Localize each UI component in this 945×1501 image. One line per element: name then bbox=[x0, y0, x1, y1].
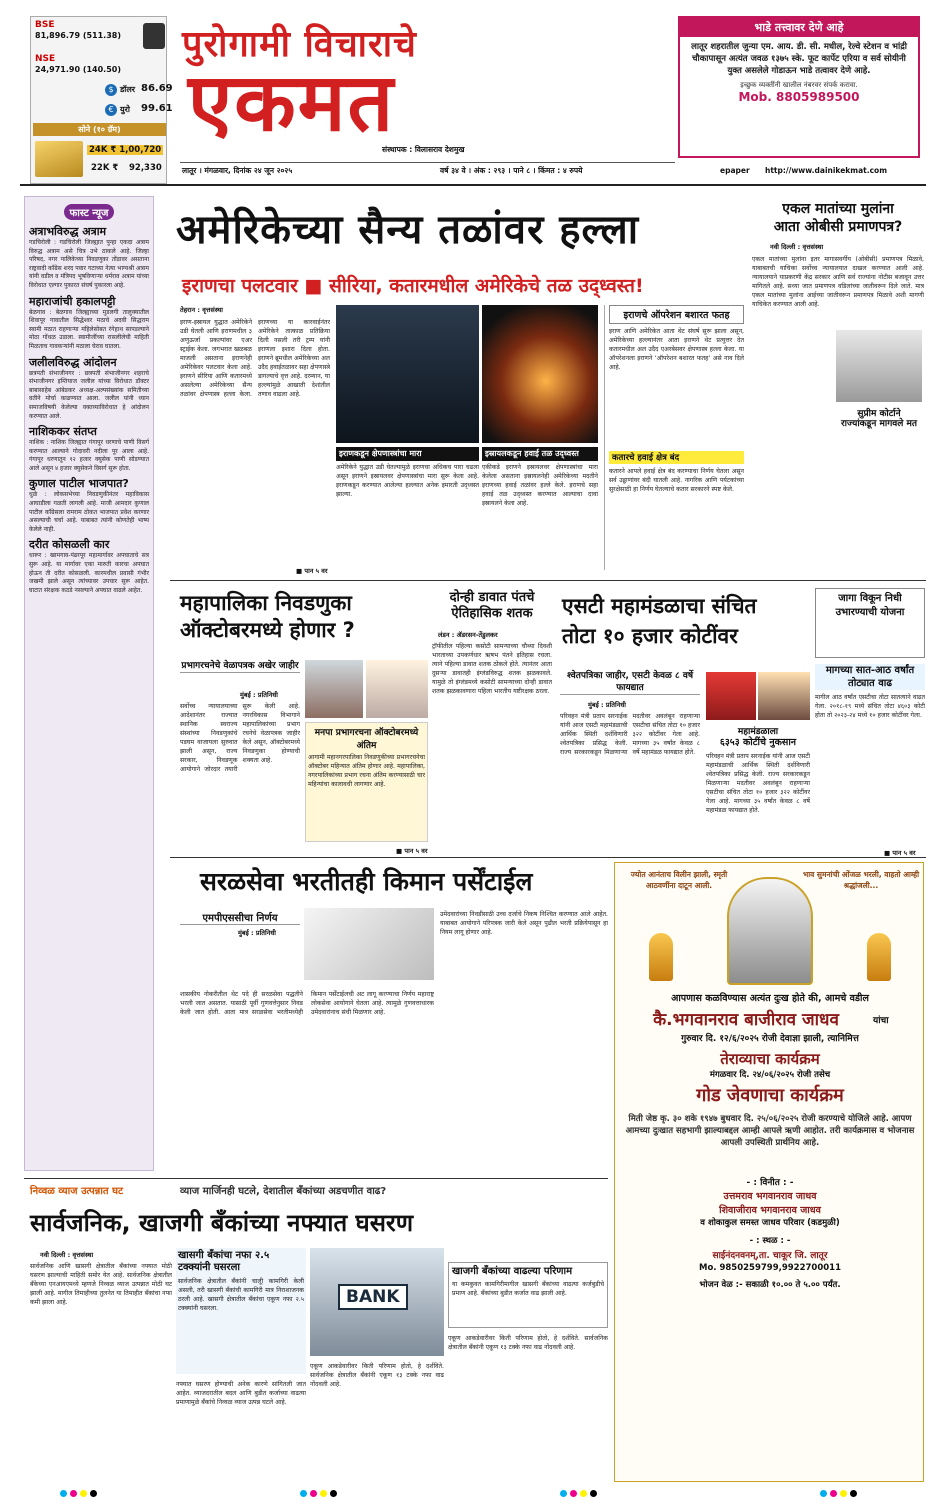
lamp-icon bbox=[649, 933, 673, 981]
lead-continued: ■ पान ५ वर bbox=[296, 567, 328, 575]
st-box-title: मागच्या सात-आठ वर्षांत तोट्यात वाढ bbox=[815, 664, 925, 690]
fast-news-item: जलीलविरुद्ध आंदोलन छत्रपती संभाजीनगर : छत्रपती संभाजीनगर शहराचे संभाजीनगर इम्तियाज जलील यांच्या विरोधात डॉक्टर बाबासाहेब आंबेडकर अध्यक्ष-अल्पसंख्यांक समितीच्या वतीने मोर्चा काढण्यात आला. जलील यांनी ध्यान समाजविषयी केलेल्या वक्तव्याविरोधात हे आंदोलन करण्यात आले. bbox=[29, 355, 149, 420]
caption-2-title: इस्रायलकडून हवाई तळ उद्ध्वस्त bbox=[482, 447, 598, 461]
iran-operation-box bbox=[604, 305, 744, 570]
rent-ad-body: लातूर शहरातील जुन्या एम. आय. डी. सी. मधील, रेल्वे स्टेशन व भांद्री चौकापासून अत्यंत जवळ १३७५ स्के. फूट कार्पेट एरिया व सर्व सोयीनी युक्त असलेले गोडाऊन भाडे तत्वावर देणे आहे. bbox=[691, 42, 907, 76]
caption-2-text: एकीकडे इराणने इस्रायलवर क्षेपणास्त्रांचा मारा केलेला असताना इस्रायलनेही अमेरिकेच्या मदतीने इराणच्या हवाई तळांवर हल्ले केले. इराणचे सहा हवाई तळ उद्ध्वस्त करण्यात आल्याचा दावा इस्रायलने केला आहे. bbox=[482, 464, 598, 507]
memorial-name-1: उत्तमराव भगवानराव जाधव bbox=[723, 1191, 817, 1202]
banks-strip: निव्वळ व्याज उत्पन्नात घट bbox=[30, 1186, 124, 1197]
cricket-text: ट्रॉफीतील पहिल्या कसोटी सामन्याच्या चौथ्या दिवशी भारताच्या उपकर्णधार ऋषभ पंतने इतिहास रचला. त्याने पहिल्या डावात शतक ठोकले होते. त्यानंतर आता दुसऱ्या डावातही इंग्लंडविरुद्ध शतक झळकावले. यामुळे तो इंग्लंडमध्ये कसोटी सामन्याच्या दोन्ही डावात शतक झळकावणारा पहिला भारतीय यष्टीरक्षक ठरला. bbox=[432, 643, 552, 695]
banks-dateline: नवी दिल्ली : वृत्तसंस्था bbox=[40, 1251, 94, 1259]
lead-body: इराण-इस्रायल युद्धात अमेरिकेने उडी घेतली आणि इराणमधील ३ अणुऊर्जा प्रकल्पांवर एअर स्ट्राईक केला. जगभरात खळबळ माजली असताना इराणनेही अमेरिकेवर पलटवार केला आहे. इराणने सीरिया आणि कतारमध्ये असलेल्या अमेरिकेच्या सैन्य तळांवर क्षेपणास्त्र हल्ला केला. इराणच्या या कारवाईनंतर अमेरिकेने तात्काळ प्रतिक्रिया दिली नसली तरी ट्रम्प यांनी इराणला इशारा दिला होता. इराणने ब्रूमधील अमेरिकेच्या अल उदैद हवाईतळावर सहा क्षेपणास्त्रे डागल्याचे वृत्त आहे. दरम्यान, या हल्ल्यांमुळे आखाती देशांतील तणाव वाढला आहे. bbox=[180, 319, 330, 398]
dateline-top: लातूर । मंगळवार, दिनांक २४ जून २०२५ bbox=[182, 166, 293, 175]
rent-ad-title: भाडे तत्त्वावर देणे आहे bbox=[680, 18, 918, 37]
registration-marks bbox=[60, 1490, 97, 1497]
municipal-box bbox=[305, 722, 428, 842]
sarlseva-dateline: मुंबई : प्रतिनिधी bbox=[238, 929, 276, 937]
banks-box-text: सार्वजनिक क्षेत्रातील बँकांनी चालूी कामगिरी केली असली, तरी खासगी बँकांची कामगिरी मात्र निराशाजनक ठरली आहे. खासगी क्षेत्रातील बँकांचा एकूण नफा २.५ टक्क्यांनी घसरला. bbox=[178, 1278, 304, 1312]
bull-icon bbox=[143, 23, 165, 49]
municipal-text: सर्वोच्च न्यायालयाच्या आदेशानंतर राज्यात स्थानिक स्वराज्य संस्थांच्या निवडणुकांचे पडघम वाजायला सुरुवात झाली असून, राज्य सरकार, निवडणूक आयोगाने जोरदार तयारी सुरू केली आहे. नगरविकास विभागाने महापालिकांच्या प्रभाग रचनेचे वेळापत्रक जाहीर केले असून, ऑक्टोबरमध्ये निवडणुका होण्याची शक्यता आहे. bbox=[180, 703, 300, 773]
fast-news-sidebar bbox=[24, 196, 154, 1171]
rent-ad bbox=[678, 16, 920, 158]
masthead-tagline: पुरोगामी विचाराचे bbox=[182, 24, 417, 65]
iran-op-text: इराण आणि अमेरिकेत आता थेट संघर्ष सुरू झाला असून, अमेरिकेच्या हल्ल्यानंतर आता इराणने थेट प्रत्युत्तर देत कतारमधील अल उदैद एअरबेसवर क्षेपणास्त्र हल्ला केला. या ऑपरेशनला इराणने ‘ऑपरेशन बशारत फतह’ असे नाव दिले आहे. bbox=[609, 328, 744, 371]
obc-dateline: नवी दिल्ली : वृत्तसंस्था bbox=[770, 243, 824, 251]
fast-news-item: दरीत कोसळली कार धारूर : खामगाव-पंढरपूर महामार्गावर अपघाताचे सत्र सुरू आहे. या मार्गावर एका मारुती कारचा अपघात होऊन ती दरीत कोसळली. कारमधील प्रवासी गंभीर जखमी झाले असून त्यांच्यावर उपचार सुरू आहेत. घाटात संरक्षक कठडे नसल्याने अपघात वाढले आहेत. bbox=[29, 538, 149, 594]
memorial-verse-1: ज्योत आनंताच विलीन झाली, स्मृती आठवणींना दाटून आली. bbox=[630, 870, 728, 890]
sarlseva-headline: सरळसेवा भरतीतही किमान पर्सेंटाईल bbox=[200, 867, 533, 896]
registration-marks bbox=[820, 1490, 857, 1497]
memorial-name: कै.भगवानराव बाजीराव जाधव bbox=[653, 1010, 839, 1030]
obc-caption-1: सुप्रीम कोर्टाने bbox=[857, 409, 901, 419]
gold-24k: 24K ₹ 1,00,720 bbox=[89, 145, 162, 155]
memorial-ad bbox=[614, 862, 924, 1482]
cricket-dateline: लंडन : ॲडरसन-तेंडुलकर bbox=[438, 631, 498, 639]
fast-news-item: कुणाल पाटील भाजपात? धुळे : लोकसभेच्या निवडणुकीनंतर महाविकास आघाडीला गळती लागली आहे. माजी आमदार कुणाल पाटील काँग्रेसला रामराम ठोकत भाजपात प्रवेश करणार असल्याची चर्चा आहे. याबाबत त्यांनी कोणतेही भाष्य केलेले नाही. bbox=[29, 477, 149, 533]
caption-1-title: इराणकडून क्षेपणास्त्रांचा मारा bbox=[336, 447, 479, 461]
memorial-feast: गोड जेवणाचा कार्यक्रम bbox=[696, 1085, 844, 1106]
memorial-yanna: यांचा bbox=[873, 1016, 889, 1026]
memorial-name-2: शिवाजीराव भगवानराव जाधव bbox=[719, 1205, 821, 1216]
banks-box-2 bbox=[448, 1262, 608, 1328]
st-headline-2: तोटा १० हजार कोटींवर bbox=[562, 624, 738, 648]
memorial-date: गुरुवार दि. १२/६/२०२५ रोजी देवाज्ञा झाली, त्यानिमित्त bbox=[681, 1034, 859, 1044]
gold-label: सोने (१० ग्रॅम) bbox=[33, 123, 166, 136]
obc-text: एकल मातांच्या मुलांना इतर मागासवर्गीय (ओबीसी) प्रमाणपत्र मिळावे, याबाबतची याचिका सर्वोच्च न्यायालयात दाखल करण्यात आली आहे. न्यायालयाने याप्रकरणी केंद्र सरकार आणि सर्व राज्यांना नोटीस बजावून उत्तर मागितले आहे. सध्या जात प्रमाणपत्र वडिलांच्या जातीवरून दिले जाते. मात्र एकल मातांच्या मुलांना आईच्या जातीवरून प्रमाणपत्र मिळावे अशी मागणी याचिकेत करण्यात आली आहे. bbox=[752, 256, 924, 308]
dollar-value: 86.69 bbox=[141, 83, 173, 94]
fast-news-item: महाराजांची हकालपट्टी बेळगाव : बेळगाव जिल्ह्याच्या मुडलगी तालुक्यातील शिवापूर गावातील सिद्धेश्वर मठाचे अदवी सिद्धराम स्वामी मठात राहणाऱ्या महिलेसोबत रंगेहाथ सापडल्याने मोठा गोंधळ उडाला. स्वामीजींच्या रासलीलेची माहिती मिळताच गावकऱ्यांनी मठाला घेराव घातला. bbox=[29, 294, 149, 350]
issue-info: वर्ष ३४ वे । अंक : २९३ । पाने ८ । किंमत : ४ रुपये bbox=[440, 166, 583, 175]
lead-subhead: इराणचा पलटवार ■ सीरिया, कतारमधील अमेरिकेचे तळ उद्ध्वस्त! bbox=[182, 275, 644, 297]
epaper-label: epaper bbox=[720, 166, 750, 175]
municipal-continued: ■ पान ५ वर bbox=[396, 847, 428, 855]
memorial-details: मिती जेष्ठ कृ. ३० शके १९४७ बुधवार दि. २५/०६/२०२५ रोजी करण्याचे योजिले आहे. आपण आमच्या दुःखात सहभागी झाल्याबद्दल आम्ही आपले ऋणी आहोत. तरी कार्यक्रमास व भोजनास आपली उपस्थिती प्रार्थनिय आहे. bbox=[625, 1114, 915, 1148]
memorial-place: साईनंदनवनम्,ता. चाकूर जि. लातूर bbox=[712, 1251, 828, 1261]
gold-22k-value: 92,330 bbox=[129, 163, 162, 173]
memorial-time: भोजन वेळ :- सकाळी १०.०० ते ५.०० पर्यंत. bbox=[699, 1280, 841, 1290]
registration-marks bbox=[560, 1490, 597, 1497]
explosion-photo bbox=[482, 305, 598, 443]
st-box-text: मागील आठ वर्षांत एसटीचा तोटा सातत्याने वाढत गेला. २०१८-१९ मध्ये संचित तोटा ४६०३ कोटी होता तो २०२३-२४ मध्ये १० हजार कोटींवर गेला. bbox=[815, 694, 925, 719]
lamp-icon bbox=[867, 933, 891, 981]
sarlseva-text: शासकीय नोकरीतील थेट पदे ही सरळसेवा पद्धतीने भरली जात असतात. यासाठी पूर्वी गुणवत्तेनुसार निवड केली जात होती. आता मात्र सरळसेवा भरतीमध्येही किमान पर्सेंटाईलची अट लागू करण्याचा निर्णय महाराष्ट्र लोकसेवा आयोगाने घेतला आहे. त्यामुळे गुणवत्ताधारक उमेदवारांनाच संधी मिळणार आहे. bbox=[180, 991, 434, 1016]
st-scheme-box: जागा विकून निधी उभारण्याची योजना bbox=[815, 588, 925, 658]
missile-photo bbox=[336, 305, 479, 443]
banks-text-4: एकूण आकडेवारीवर किती परिणाम होतो, हे दर्शविते. सार्वजनिक क्षेत्रातील बँकांनी एकूण १३ टक्के नफा वाढ नोंदवली आहे. bbox=[448, 1335, 608, 1351]
site-url[interactable]: http://www.dainikekmat.com bbox=[765, 166, 888, 175]
memorial-verse-2: भाव सुमनांची ओंजळ भरली, वाहतो आम्ही श्रद्धांजली... bbox=[802, 870, 920, 890]
bank-sign: BANK bbox=[338, 1284, 408, 1310]
sarlseva-side-headline: एमपीएससीचा निर्णय bbox=[180, 910, 300, 925]
municipal-headline: महापालिका निवडणुका ऑक्टोबरमध्ये होणार ? bbox=[180, 591, 355, 642]
obc-caption-2: राज्यांकडून मागवले मत bbox=[840, 419, 918, 429]
bank-building-photo bbox=[310, 1248, 444, 1356]
bse-label: BSE bbox=[35, 20, 55, 30]
memorial-portrait bbox=[727, 877, 813, 985]
gold-bars-icon bbox=[35, 141, 83, 177]
memorial-place-title: - : स्थळ : - bbox=[749, 1236, 791, 1246]
banks-box bbox=[176, 1248, 306, 1374]
supreme-court-photo bbox=[836, 330, 922, 402]
obc-headline-1: एकल मातांच्या मुलांना bbox=[782, 201, 894, 217]
municipal-building-photo bbox=[305, 660, 363, 718]
banks-text-3: एकूण आकडेवारीवर किती परिणाम होतो, हे दर्शविते. सार्वजनिक क्षेत्रातील बँकांनी एकूण १३ टक्के नफा वाढ नोंदवली आहे. bbox=[310, 1363, 444, 1388]
st-text: परिवहन मंत्री प्रताप सरनाईक यांनी आज एसटी महामंडळाची आर्थिक स्थिती दर्शविणारी श्वेतपत्रिका प्रसिद्ध केली. राज्य सरकारकडून मिळणाऱ्या मदतीवर अवलंबून राहणाऱ्या एसटीचा संचित तोटा १० हजार ३२२ कोटींवर गेला आहे. मागच्या ३५ वर्षांत केवळ ८ वर्षे महामंडळ फायद्यात होते. bbox=[560, 713, 700, 756]
fast-news-item: अत्राभविरुद्ध अत्राम गडचिरोली : गडचिरोली जिल्ह्यात पुन्हा एकदा अत्राम विरुद्ध अत्राम असे चित्र उभे ठाकले आहे. जिल्हा परिषद, नगर पालिकेच्या निवडणुका तोंडावर असताना राष्ट्रवादी काँग्रेस शरद पवार गटाच्या नेत्या भाग्यश्री अत्राम यांनी वडील व मंत्रिपद भूषविणाऱ्या धर्मराव अत्राम यांच्या विरोधात एल्गार पुकारत संघर्ष पुकारला आहे. bbox=[29, 225, 149, 289]
municipal-box-text: आगामी महानगरपालिका निवडणुकीच्या प्रभागरचनेचा ऑक्टोबर महिन्यात अंतिम होणार आहे. महापालिका, नगरपालिकांच्या प्रभाग रचना अंतिम करण्यासाठी चार महिन्यांचा कालावधी लागणार आहे. bbox=[308, 754, 425, 788]
euro-icon: € bbox=[105, 104, 117, 116]
st-side-headline: श्वेतपत्रिका जाहीर, एसटी केवळ ८ वर्षे फायद्यात bbox=[560, 670, 700, 695]
exam-writing-photo bbox=[304, 908, 434, 980]
market-box bbox=[30, 16, 173, 184]
obc-headline-2: आता ओबीसी प्रमाणपत्र? bbox=[773, 219, 903, 235]
nse-label: NSE bbox=[35, 54, 56, 64]
rent-ad-contact: इच्छुक व्यक्तींनी खालील नंबरवर संपर्क करावा. bbox=[740, 81, 858, 89]
cricket-headline: दोन्ही डावात पंतचे ऐतिहासिक शतक bbox=[449, 590, 535, 621]
qatar-airspace-title: कतारचे हवाई क्षेत्र बंद bbox=[609, 451, 744, 464]
st-text-2: परिवहन मंत्री प्रताप सरनाईक यांनी आज एसटी महामंडळाची आर्थिक स्थिती दर्शविणारी श्वेतपत्रिका प्रसिद्ध केली. राज्य सरकारकडून मिळणाऱ्या मदतीवर अवलंबून राहणाऱ्या एसटीचा संचित तोटा १० हजार ३२२ कोटींवर गेला आहे. मागच्या ३५ वर्षांत केवळ ८ वर्षे महामंडळ फायद्यात होते. bbox=[706, 753, 810, 814]
banks-strip-2: व्याज मार्जिनही घटले, देशातील बँकांच्या अडचणीत वाढ? bbox=[180, 1186, 387, 1197]
founder: संस्थापक : विलासराव देशमुख bbox=[382, 145, 465, 154]
st-box bbox=[815, 664, 925, 852]
sarlseva-text-2: उमेदवारांच्या निवडीसाठी उच्च दर्जाचे निकष निश्चित करण्यात आले आहेत. याबाबत आयोगाने परिपत्रक जारी केले असून पुढील भरती प्रक्रियेपासून हा नियम लागू होणार आहे. bbox=[440, 911, 608, 936]
banks-box-title: खासगी बँकांचा नफा २.५ टक्क्यांनी घसरला bbox=[178, 1250, 270, 1273]
memorial-event-date: मंगळवार दि. २४/०६/२०२५ रोजी तसेच bbox=[709, 1070, 831, 1080]
st-dateline: मुंबई : प्रतिनिधी bbox=[588, 701, 626, 709]
rent-ad-mobile: Mob. 8805989500 bbox=[738, 90, 860, 104]
st-bus-photo bbox=[706, 672, 756, 720]
municipal-dateline: मुंबई : प्रतिनिधी bbox=[240, 691, 278, 699]
banks-text: सार्वजनिक आणि खासगी क्षेत्रातील बँकांच्या नफ्यात मोठी घसरण झाल्याची माहिती समोर येत आहे. सार्वजनिक क्षेत्रातील बँकेच्या एनआयएमध्ये म्हणजे निव्वळ व्याज उत्पन्नात मोठी घट झाली आहे. मागील तिमाहीच्या तुलनेत या तिमाहीत बँकांचा नफा कमी झाला आहे. bbox=[30, 1263, 172, 1306]
fast-news-item: नाशिककर संतप्त नाशिक : नाशिक जिल्ह्यात गंगापूर धरणाचे पाणी विसर्ग करण्यात आल्याने गोदावरी नदीला पूर आला आहे. गंगापूर धरणातून १२ हजार क्युसेक पाणी सोडण्यात आले असून ४ हजार क्युसेकने विसर्ग सुरू होता. bbox=[29, 425, 149, 472]
qatar-airspace-text: कतारने आपले हवाई क्षेत्र बंद करण्याचा निर्णय घेतला असून सर्व उड्डाणांवर बंदी घातली आहे. नागरिक आणि पर्यटकांच्या सुरक्षेसाठी हा निर्णय घेतल्याचे कतार सरकारने स्पष्ट केले. bbox=[609, 468, 744, 493]
iran-op-title: इराणचे ऑपरेशन बशारत फतह bbox=[609, 305, 744, 324]
municipal-box-title: मनपा प्रभागरचना ऑक्टोबरमध्ये अंतिम bbox=[314, 728, 419, 751]
st-continued: ■ पान ५ वर bbox=[884, 849, 916, 857]
memorial-intro: आपणास कळविण्यास अत्यंत दुःख होते की, आमचे वडील bbox=[671, 993, 869, 1004]
euro-value: 99.61 bbox=[141, 103, 173, 114]
banks-box-2-title: खाजगी बँकांच्या वाढल्या परिणाम bbox=[452, 1266, 573, 1277]
minister-photo bbox=[758, 672, 810, 720]
memorial-from: - : विनीत : - bbox=[746, 1178, 794, 1188]
lead-dateline: तेहरान : वृत्तसंस्था bbox=[180, 306, 223, 314]
dollar-icon: $ bbox=[105, 84, 117, 96]
ballot-photo bbox=[366, 660, 428, 718]
st-stat-label: महामंडळाला bbox=[737, 727, 779, 737]
fast-news-title: फास्ट न्यूज bbox=[64, 204, 115, 220]
memorial-mobile: Mo. 9850259799,9922700011 bbox=[698, 1263, 841, 1273]
municipal-side-headline: प्रभागरचनेचे वेळापत्रक अखेर जाहीर bbox=[181, 661, 299, 671]
nse-value: 24,971.90 (140.50) bbox=[35, 65, 122, 74]
euro-label: युरो bbox=[120, 105, 130, 114]
bse-value: 81,896.79 (511.38) bbox=[35, 31, 122, 40]
registration-marks bbox=[300, 1490, 337, 1497]
banks-box-2-text: या कमकुवत कामगिरीमागील खासगी बँकांच्या वाढत्या कर्जबुडीचे प्रमाण आहे. बँकांच्या बुडीत कर्जात वाढ झाली आहे. bbox=[452, 1281, 604, 1297]
banks-text-2: नफ्यात घसरण होण्याची अनेक कारणे सांगितली जात आहेत. व्याजदरातील बदल आणि बुडीत कर्जाच्या वाढत्या प्रमाणामुळे बँकांचे निव्वळ व्याज उत्पन्न घटले आहे. bbox=[176, 1381, 306, 1406]
banks-headline: सार्वजनिक, खाजगी बँकांच्या नफ्यात घसरण bbox=[30, 1209, 414, 1237]
masthead-title: एकमत bbox=[188, 56, 396, 149]
caption-1-text: अमेरिकेने युद्धात उडी घेतल्यामुळे इराणचा अधिकच पारा चढला असून इराणने इस्रायलवर क्षेपणास्त्रांचा मारा सुरू केला आहे. इराणकडून करण्यात आलेल्या हल्ल्यात अनेक इमारती उद्ध्वस्त झाल्या. bbox=[336, 464, 479, 498]
st-headline-1: एसटी महामंडळाचा संचित bbox=[562, 594, 757, 618]
memorial-name-3: व शोकाकुल समस्त जाधव परिवार (कडमुळी) bbox=[700, 1218, 840, 1228]
lead-headline: अमेरिकेच्या सैन्य तळांवर हल्ला bbox=[176, 207, 640, 253]
st-stat-value: ६३५३ कोटींचे नुकसान bbox=[719, 737, 797, 748]
dollar-label: डॉलर bbox=[120, 85, 136, 94]
memorial-event: तेराव्याचा कार्यक्रम bbox=[720, 1050, 820, 1068]
gold-22k-label: 22K ₹ bbox=[91, 163, 119, 173]
